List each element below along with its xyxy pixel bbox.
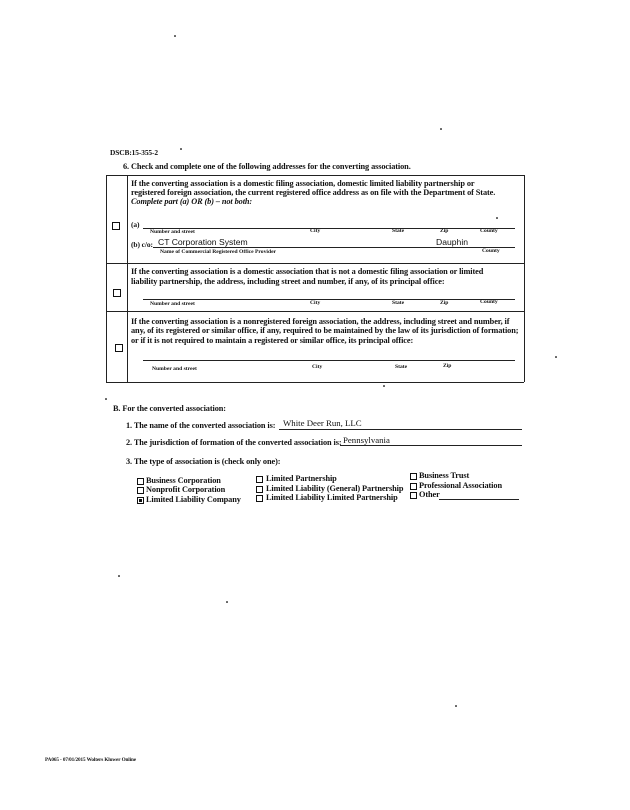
other-text-line[interactable] — [439, 499, 519, 500]
box1-text-line1: If the converting association is a domestic filing association, domestic limited liability partnership or — [131, 179, 475, 188]
nonprofit-corporation-label: Nonprofit Corporation — [146, 485, 226, 494]
professional-association-label: Professional Association — [419, 481, 502, 490]
item-2-label: 2. The jurisdiction of formation of the converted association is: — [126, 438, 342, 447]
label-county: County — [480, 228, 498, 234]
professional-association-checkbox[interactable] — [410, 483, 417, 490]
part-b-label: (b) c/o: — [131, 240, 153, 249]
llgp-checkbox[interactable] — [256, 486, 263, 493]
jurisdiction-value[interactable]: Pennsylvania — [343, 435, 390, 445]
label-county: County — [480, 299, 498, 305]
label-state: State — [395, 364, 408, 370]
llc-checkbox[interactable] — [137, 497, 144, 504]
option-foreign-checkbox[interactable] — [115, 344, 123, 352]
business-trust-label: Business Trust — [419, 471, 470, 480]
box2-address-line[interactable] — [143, 299, 515, 300]
label-city: City — [310, 300, 321, 306]
box3-text-line2: any, of its registered or similar office, if any, required to be maintained by the law of its jurisdiction of formation; — [131, 326, 519, 335]
lllp-checkbox[interactable] — [256, 495, 263, 502]
lllp-label: Limited Liability Limited Partnership — [266, 493, 398, 502]
label-zip: Zip — [440, 300, 449, 306]
part-a-label: (a) — [131, 220, 140, 229]
footer-text: PA065 - 07/01/2015 Wolters Kluwer Online — [45, 757, 136, 763]
part-a-address-line[interactable] — [143, 228, 515, 229]
section-b-heading: B. For the converted association: — [113, 404, 226, 413]
box3-text-line1: If the converting association is a nonregistered foreign association, the address, including street and number, if — [131, 317, 510, 326]
business-trust-checkbox[interactable] — [410, 473, 417, 480]
label-state: State — [392, 228, 405, 234]
converted-name-value[interactable]: White Deer Run, LLC — [283, 418, 362, 428]
option-domestic-checkbox[interactable] — [113, 289, 121, 297]
other-checkbox[interactable] — [410, 492, 417, 499]
form-code: DSCB:15-355-2 — [110, 148, 158, 157]
limited-partnership-checkbox[interactable] — [256, 476, 263, 483]
item-6-label: 6. Check and complete one of the following addresses for the converting association. — [123, 162, 411, 171]
label-street: Number and street — [152, 366, 197, 372]
label-state: State — [392, 300, 405, 306]
option-a-checkbox[interactable] — [112, 222, 120, 230]
label-street: Number and street — [150, 229, 195, 235]
business-corporation-label: Business Corporation — [146, 476, 221, 485]
provider-county-value[interactable]: Dauphin — [436, 237, 469, 247]
box1-instruction: Complete part (a) OR (b) – not both: — [131, 197, 253, 206]
business-corporation-checkbox[interactable] — [137, 478, 144, 485]
limited-partnership-label: Limited Partnership — [266, 474, 337, 483]
box3-address-line[interactable] — [143, 360, 515, 361]
label-city: City — [310, 228, 321, 234]
nonprofit-corporation-checkbox[interactable] — [137, 487, 144, 494]
provider-label: Name of Commercial Registered Office Provider — [160, 249, 277, 255]
llgp-label: Limited Liability (General) Partnership — [266, 484, 404, 493]
label-street: Number and street — [150, 301, 195, 307]
box2-text-line2: liability partnership, the address, including street and number, if any, of its principal office: — [131, 277, 445, 286]
llc-label: Limited Liability Company — [146, 495, 241, 504]
label-city: City — [312, 364, 323, 370]
other-label: Other — [419, 490, 440, 499]
county-label: County — [482, 248, 500, 254]
box3-text-line3: or if it is not required to maintain a registered or similar office, its principal office: — [131, 336, 414, 345]
label-zip: Zip — [440, 228, 449, 234]
box2-text-line1: If the converting association is a domestic association that is not a domestic filing association or limited — [131, 267, 484, 276]
provider-name-value[interactable]: CT Corporation System — [158, 237, 248, 247]
box1-text-line2: registered foreign association, the current registered office address as on file with the Department of State. — [131, 188, 496, 197]
item-3-label: 3. The type of association is (check only one): — [126, 457, 281, 466]
item-1-label: 1. The name of the converted association is: — [126, 421, 276, 430]
label-zip: Zip — [443, 363, 452, 369]
